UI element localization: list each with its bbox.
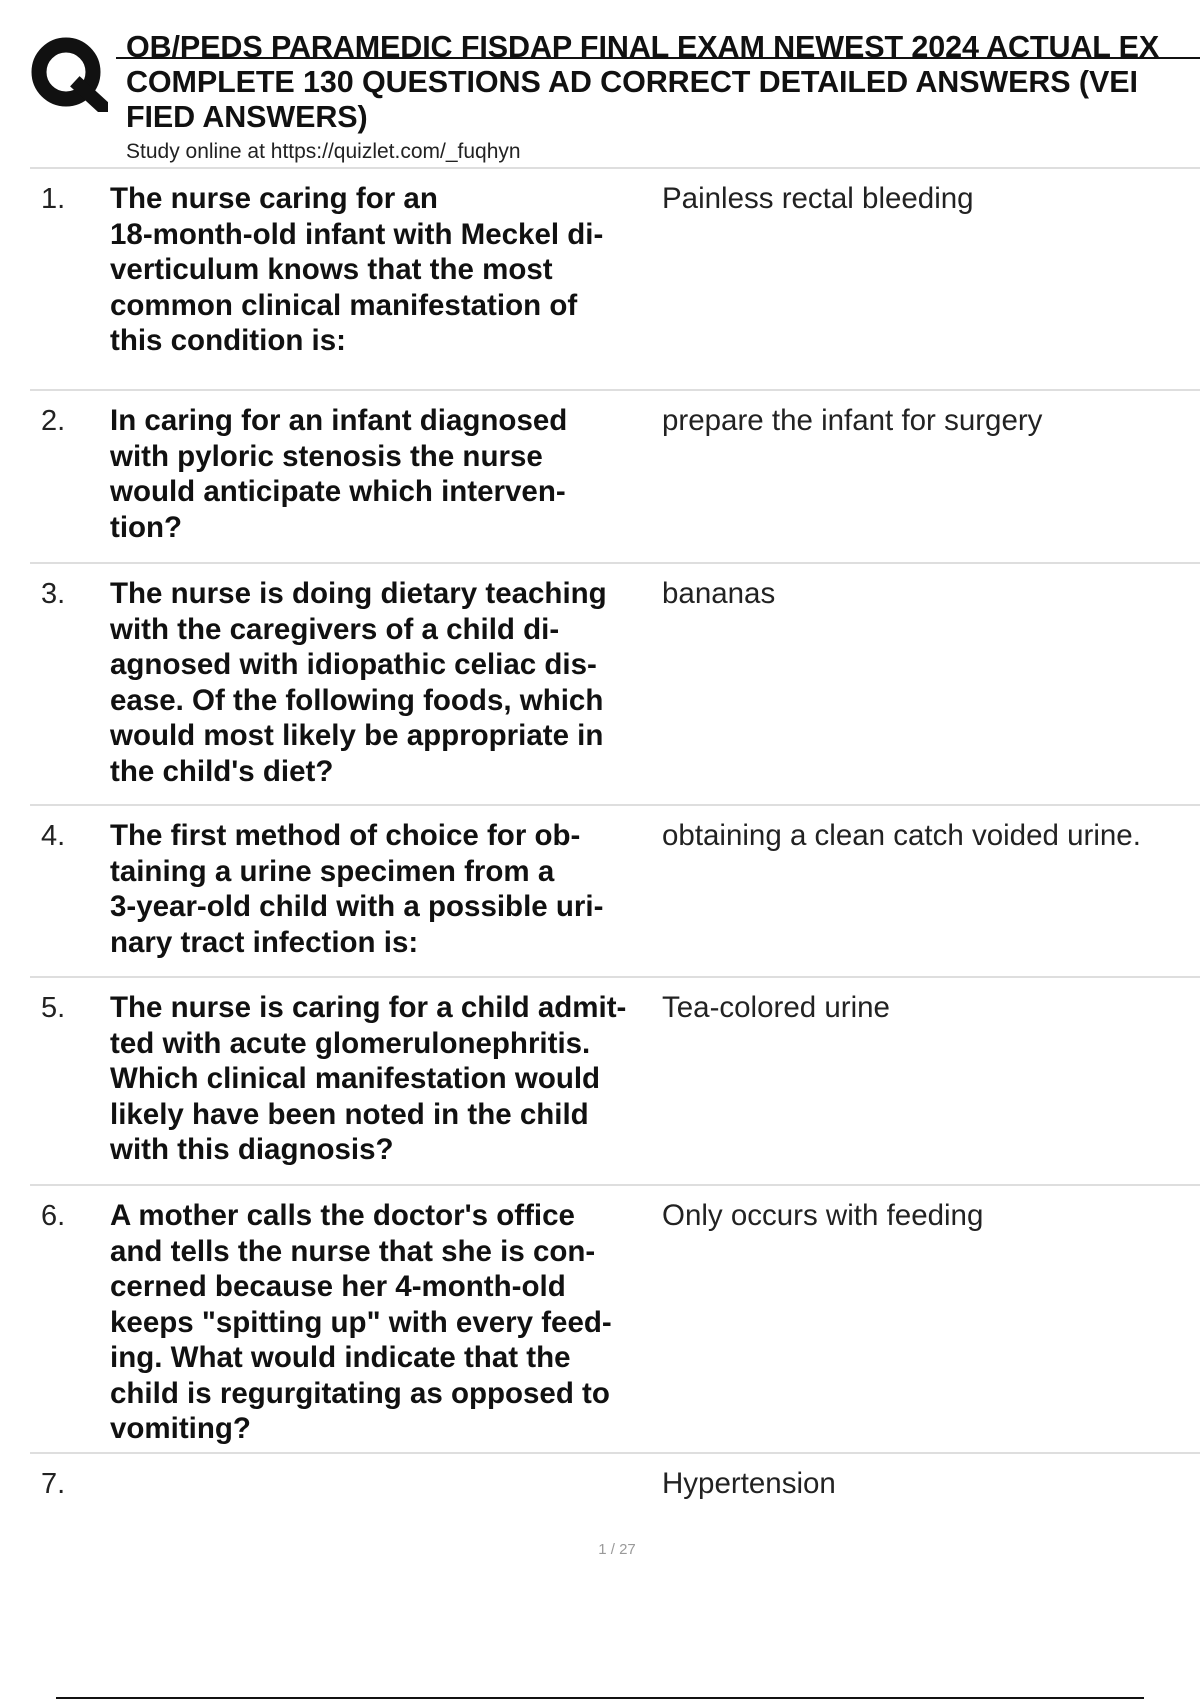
- card-term: The nurse caring for an 18-month-old infant with Meckel di- verticulum knows that the most common clinical manifestation of this condition is:: [110, 182, 604, 357]
- card-term: In caring for an infant diagnosed with pyloric stenosis the nurse would anticipate which interven- tion?: [110, 404, 568, 544]
- card-definition: Painless rectal bleeding: [662, 182, 974, 215]
- card-term: The nurse is doing dietary teaching with the caregivers of a child di- agnosed with idiopathic celiac dis- ease. Of the following foods, which would most likely be appropriate in the child's diet?: [110, 577, 607, 788]
- flashcard-list: [30, 167, 1200, 1526]
- card-definition: Tea-colored urine: [662, 991, 890, 1024]
- document-title-line-2: COMPLETE 130 QUESTIONS AD CORRECT DETAILED ANSWERS (VEI: [126, 65, 1138, 99]
- card-term: The nurse is caring for a child admit- ted with acute glomerulonephritis. Which clinical manifestation would likely have been noted in the child with this diagnosis?: [110, 991, 627, 1166]
- card-term: [110, 1466, 662, 1526]
- flashcard-row: [30, 1452, 1200, 1526]
- flashcard-row: [30, 1184, 1200, 1452]
- card-number: 1.: [41, 183, 66, 215]
- flashcard-row: [30, 389, 1200, 562]
- flashcard-row: [30, 976, 1200, 1184]
- quizlet-q-logo-icon: [30, 34, 108, 112]
- study-online-link[interactable]: Study online at https://quizlet.com/_fuqhyn: [126, 140, 521, 163]
- card-number: 4.: [41, 820, 66, 852]
- page-number: 1 / 27: [598, 1541, 636, 1558]
- flashcard-row: [30, 562, 1200, 804]
- card-definition: obtaining a clean catch voided urine.: [662, 819, 1141, 852]
- card-definition: Hypertension: [662, 1467, 836, 1500]
- card-number: 7.: [41, 1468, 66, 1500]
- document-title-line-3: FIED ANSWERS): [126, 100, 368, 134]
- page-bottom-divider: [56, 1697, 1144, 1699]
- flashcard-row: [30, 804, 1200, 976]
- card-number: 6.: [41, 1200, 66, 1232]
- card-number: 2.: [41, 405, 66, 437]
- card-definition: prepare the infant for surgery: [662, 404, 1043, 437]
- card-term: The first method of choice for ob- taining a urine specimen from a 3-year-old child with a possible uri- nary tract infection is:: [110, 819, 604, 959]
- card-number: 5.: [41, 992, 66, 1024]
- flashcard-row: [30, 167, 1200, 389]
- document-header: [126, 30, 1200, 165]
- card-definition: Only occurs with feeding: [662, 1199, 984, 1232]
- card-number: 3.: [41, 578, 66, 610]
- card-definition: bananas: [662, 577, 776, 610]
- card-term: A mother calls the doctor's office and tells the nurse that she is con- cerned because her 4-month-old keeps "spitting up" with every feed- ing. What would indicate that the child is regurgitating as opposed to vomiting?: [110, 1199, 612, 1445]
- document-title-line-1: OB/PEDS PARAMEDIC FISDAP FINAL EXAM NEWEST 2024 ACTUAL EX: [126, 30, 1160, 64]
